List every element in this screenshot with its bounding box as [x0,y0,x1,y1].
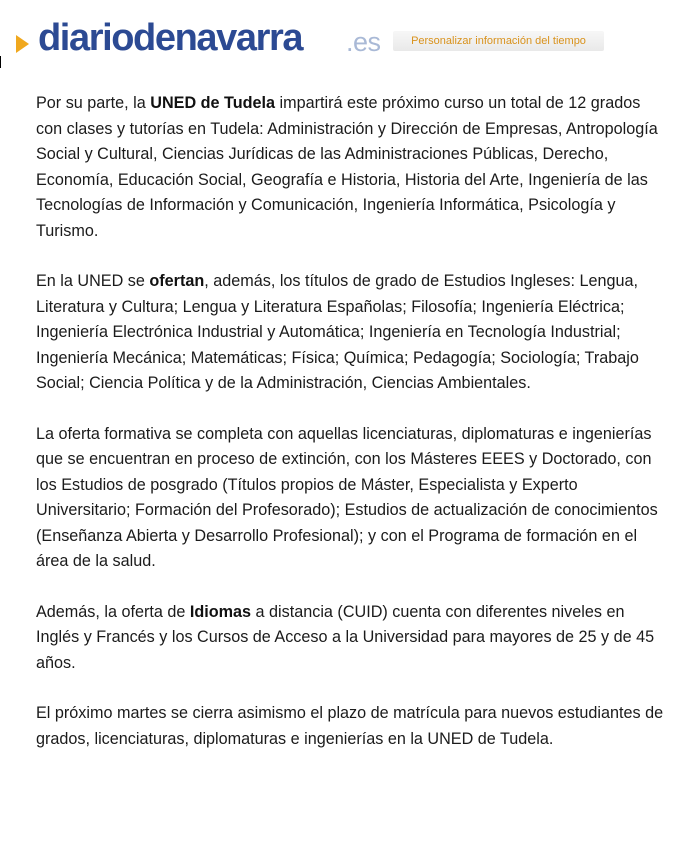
text-run: impartirá este próximo curso un total de 12 grados con clases y tutorías en Tudela: Administración y Dirección de Empresas, Antropología Social y Cultural, Ciencias Jurídicas de las Administraciones Públicas, Derecho, Economía, Educación Social, Geografía e Historia, Historia del Arte, Ingeniería de las Tecnologías de Información y Comunicación, Ingeniería Informática, Psicología y Turismo. [36,94,658,240]
text-run: Por su parte, la [36,94,151,112]
bold-text-uned-tudela: UNED de Tudela [150,94,275,112]
text-run: Además, la oferta de [36,602,190,621]
text-run: En la UNED se [36,272,150,290]
logo-tld: .es [346,27,381,57]
text-run: La oferta formativa se completa con aquellas licenciaturas, diplomaturas e ingenierías que se encuentran en proceso de extinción, con los Másteres EEES y Doctorado, con los Estudios de posgrado (Títulos propios de Máster, Especialista y Experto Universitario; Formación del Profesorado); Estudios de actualización de conocimientos (Enseñanza Abierta y Desarrollo Profesional); y con el Programa de formación en el área de la salud. [36,424,658,570]
paragraph-idiomas [36,600,666,677]
paragraph-uned-tudela-grados [36,91,666,244]
article-body [36,91,666,777]
text-run: a distancia (CUID) cuenta con diferentes niveles en Inglés y Francés y los Cursos de Acceso a la Universidad para mayores de 25 y de 45 años. [36,602,655,672]
paragraph-uned-ofertan [36,269,666,397]
paragraph-oferta-formativa [36,422,666,575]
text-cursor [0,56,1,68]
site-header [0,0,691,66]
logo-name: diariodenavarra [38,17,303,59]
paragraph-plazo-matricula [36,701,666,752]
logo-arrow-icon [16,35,29,53]
text-run: , además, los títulos de grado de Estudios Ingleses: Lengua, Literatura y Cultura; Lengua y Literatura Españolas; Filosofía; Ingeniería Eléctrica; Ingeniería Electrónica Industrial y Automática; Ingeniería en Tecnología Industrial; Ingeniería Mecánica; Matemáticas; Física; Química; Pedagogía; Sociología; Trabajo Social; Ciencia Política y de la Administración, Ciencias Ambientales. [36,272,639,392]
text-run: El próximo martes se cierra asimismo el plazo de matrícula para nuevos estudiantes de grados, licenciaturas, diplomaturas e ingenierías en la UNED de Tudela. [36,704,664,748]
bold-text-ofertan: ofertan [149,272,205,290]
bold-text-idiomas: Idiomas [189,602,252,621]
customize-weather-button[interactable]: Personalizar información del tiempo [393,31,604,51]
